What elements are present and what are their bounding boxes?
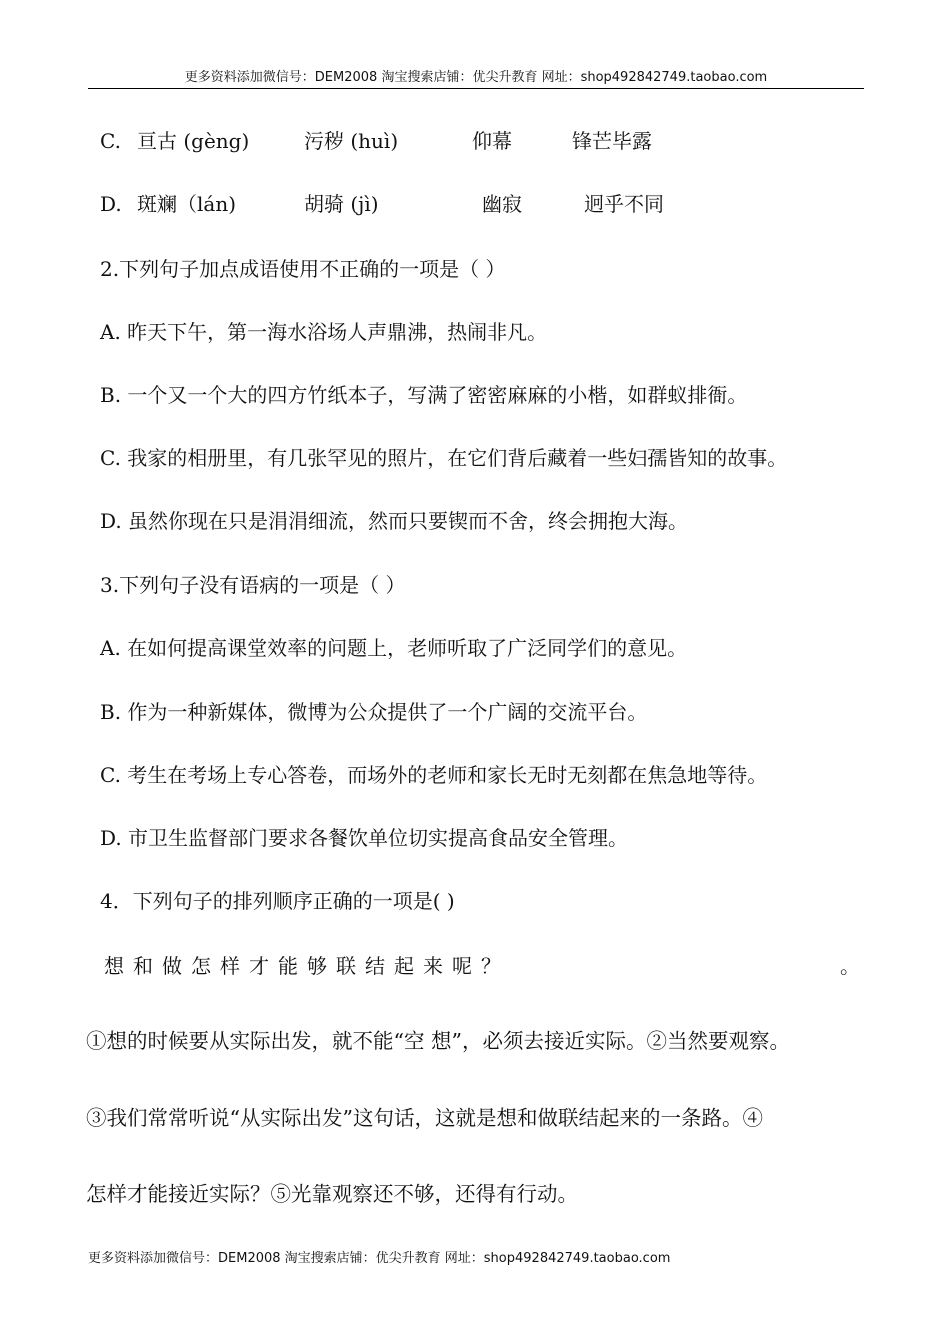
q1-option-c-item-4: 锋芒毕露 [572,129,652,153]
page-header: 更多资料添加微信号：DEM2008 淘宝搜索店铺：优尖升教育 网址：shop492842749.taobao.com [88,66,864,89]
q1-option-c-letter: C. [100,129,121,153]
q2-option-d: D. 虽然你现在只是涓涓细流，然而只要锲而不舍，终会拥抱大海。 [100,509,689,533]
q4-passage-line-1: ①想的时候要从实际出发，就不能“空 想”，必须去接近实际。②当然要观察。 [86,1029,790,1053]
q2-option-c: C. 我家的相册里，有几张罕见的照片，在它们背后藏着一些妇孺皆知的故事。 [100,446,788,470]
q1-option-c-item-1: 亘古 (gèng) [137,129,250,153]
q1-option-d-letter: D. [100,192,122,216]
q1-option-d-item-4: 迥乎不同 [584,192,664,216]
q4-blank-end: 。 [840,954,860,978]
q1-option-c-item-2: 污秽 (huì) [304,129,399,153]
q4-passage-line-3: 怎样才能接近实际？⑤光靠观察还不够，还得有行动。 [86,1182,578,1206]
q4-stem: 4．下列句子的排列顺序正确的一项是( ) [100,889,455,913]
q4-passage-line-2: ③我们常常听说“从实际出发”这句话，这就是想和做联结起来的一条路。④ [86,1106,763,1130]
q1-option-c-item-3: 仰幕 [472,129,512,153]
q4-lead-sentence: 想和做怎样才能够联结起来呢？ [104,954,510,978]
q1-option-d-item-3: 幽寂 [482,192,522,216]
q3-stem: 3.下列句子没有语病的一项是（ ） [100,573,406,597]
page-footer: 更多资料添加微信号：DEM2008 淘宝搜索店铺：优尖升教育 网址：shop492842749.taobao.com [88,1251,671,1266]
q2-stem: 2.下列句子加点成语使用不正确的一项是（ ） [100,257,506,281]
q3-option-a: A. 在如何提高课堂效率的问题上，老师听取了广泛同学们的意见。 [100,636,688,660]
q1-option-d-item-1: 斑斓（lán) [137,192,237,216]
q3-option-d: D. 市卫生监督部门要求各餐饮单位切实提高食品安全管理。 [100,826,629,850]
q2-option-b: B. 一个又一个大的四方竹纸本子，写满了密密麻麻的小楷，如群蚁排衙。 [100,383,748,407]
q3-option-c: C. 考生在考场上专心答卷，而场外的老师和家长无时无刻都在焦急地等待。 [100,763,768,787]
q2-option-a: A. 昨天下午，第一海水浴场人声鼎沸，热闹非凡。 [100,320,548,344]
q1-option-d-item-2: 胡骑 (jì) [304,192,379,216]
q3-option-b: B. 作为一种新媒体，微博为公众提供了一个广阔的交流平台。 [100,700,648,724]
